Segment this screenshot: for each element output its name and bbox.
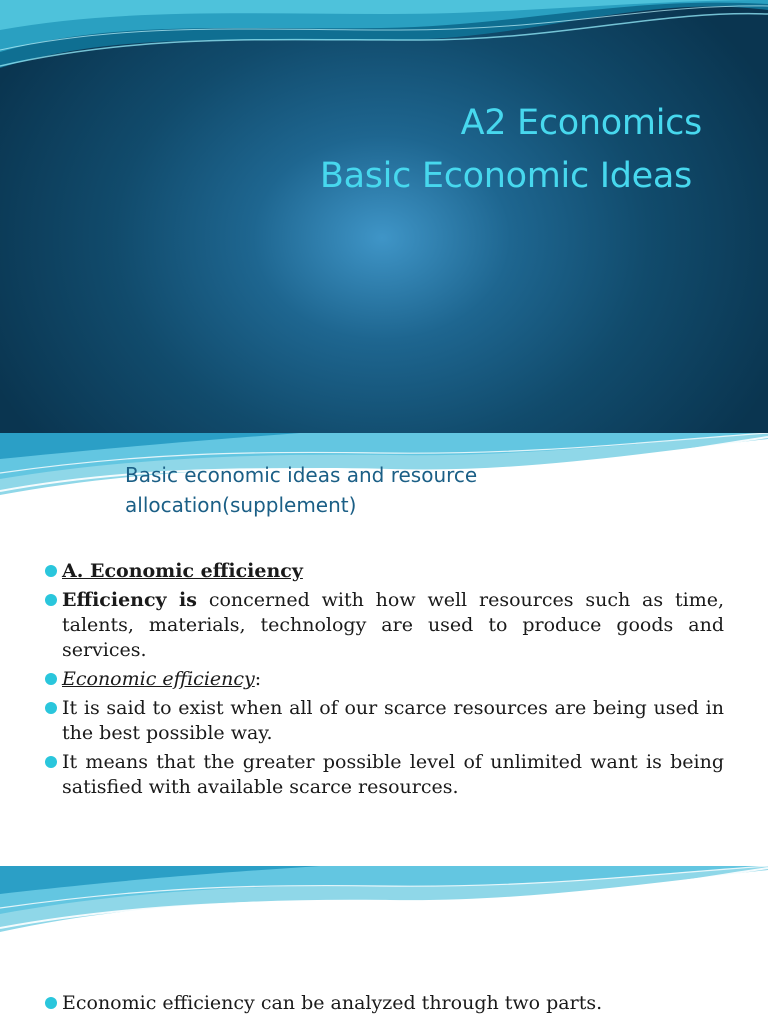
- list-item: [44, 991, 724, 1016]
- bullet-icon: [45, 756, 57, 768]
- bullet-list: [44, 559, 724, 804]
- title-slide: [0, 0, 768, 433]
- title-line-1: A2 Economics: [460, 103, 702, 143]
- list-item: [44, 667, 724, 692]
- list-item: [44, 750, 724, 800]
- italic-term: Economic efficiency: [62, 668, 255, 690]
- bullet-text: concerned with how well resources such as time, talents, materials, technology are used to produce goods and services.: [62, 589, 725, 661]
- top-wave-decoration: [0, 866, 768, 938]
- title-line-2: Basic Economic Ideas: [319, 156, 692, 196]
- list-item: [44, 588, 724, 663]
- list-item: [44, 696, 724, 746]
- list-item: [44, 559, 724, 584]
- content-slide-economic-efficiency: [0, 433, 768, 866]
- bullet-icon: [45, 702, 57, 714]
- bullet-text: Economic efficiency can be analyzed through two parts.: [62, 992, 603, 1014]
- bullet-icon: [45, 673, 57, 685]
- bold-term: Efficiency is: [62, 589, 197, 611]
- bullet-text: It means that the greater possible level of unlimited want is being satisfied with available scarce resources.: [62, 751, 724, 798]
- bullet-text: It is said to exist when all of our scarce resources are being used in the best possible way.: [62, 697, 724, 744]
- section-heading: A. Economic efficiency: [62, 560, 303, 582]
- bullet-icon: [45, 565, 57, 577]
- content-slide-partial: [0, 866, 768, 1024]
- top-wave-decoration: [0, 0, 768, 80]
- bullet-text: :: [254, 668, 262, 690]
- bullet-list: [44, 991, 724, 1020]
- bullet-icon: [45, 594, 57, 606]
- bullet-icon: [45, 997, 57, 1009]
- slide-subtitle: Basic economic ideas and resource allocation(supplement): [125, 463, 478, 517]
